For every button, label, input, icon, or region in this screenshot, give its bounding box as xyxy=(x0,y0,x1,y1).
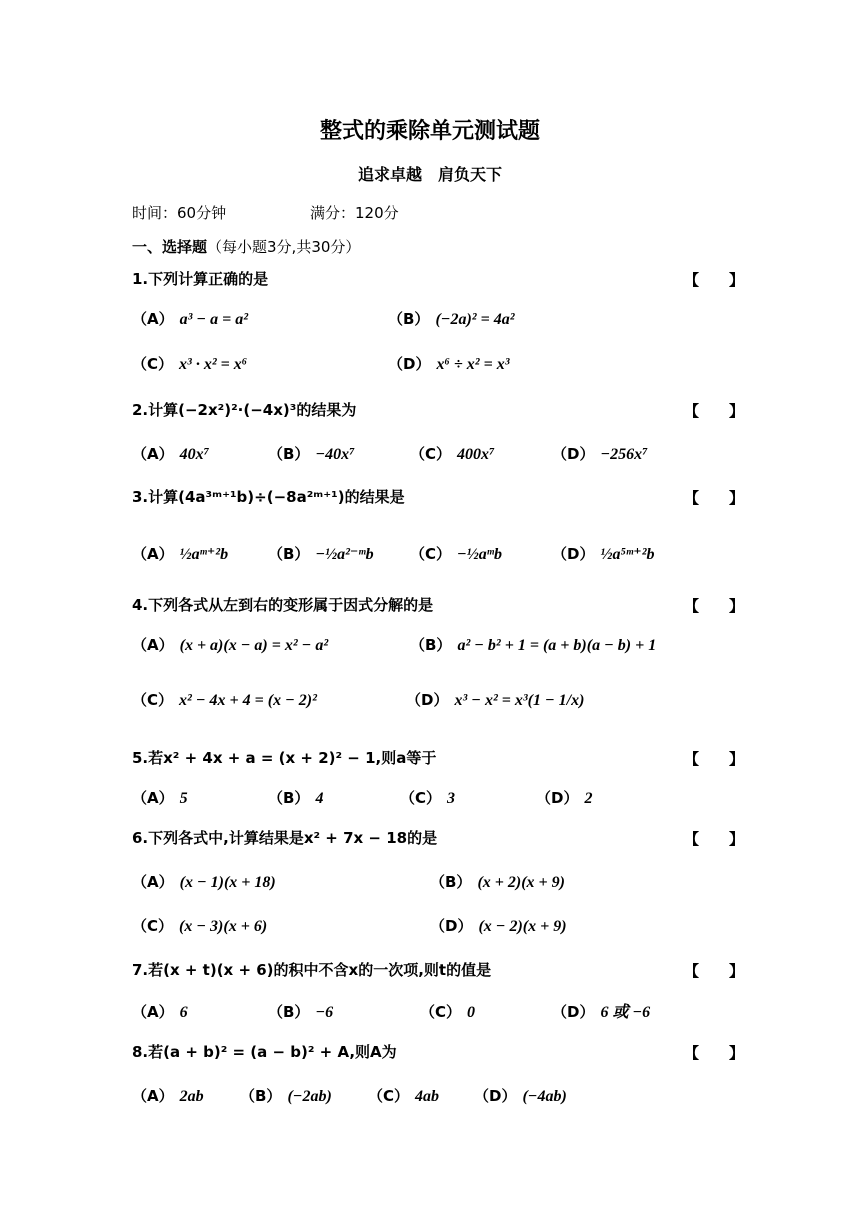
option-d: （D） (x − 2)(x + 9) xyxy=(430,917,567,935)
question-stem: 7.若(x + t)(x + 6)的积中不含x的一次项,则t的值是 xyxy=(132,961,492,979)
option-d: （D） 2 xyxy=(536,789,593,807)
answer-bracket: 【 】 xyxy=(684,271,745,289)
full-score: 满分：120分 xyxy=(310,204,399,222)
option-expr: a³ − a = a² xyxy=(179,311,249,328)
option-expr: x³ · x² = x⁶ xyxy=(179,356,248,373)
option-expr: (−2a)² = 4a² xyxy=(435,311,515,328)
section-heading xyxy=(132,236,360,257)
option-d: （D） x⁶ ÷ x² = x³ xyxy=(388,355,510,373)
option-b: （B） −40x⁷ xyxy=(268,445,355,463)
option-b: （B） (x + 2)(x + 9) xyxy=(430,873,565,891)
question-stem: 5.若x² + 4x + a = (x + 2)² − 1,则a等于 xyxy=(132,749,437,767)
section-title: 一、选择题 xyxy=(132,238,208,256)
question-4 xyxy=(132,593,433,617)
option-c: （C） x³ · x² = x⁶ xyxy=(132,355,248,373)
option-c: （C） 0 xyxy=(420,1003,476,1021)
answer-bracket: 【 】 xyxy=(684,489,745,507)
page-subtitle: 追求卓越 肩负天下 xyxy=(357,165,502,184)
option-d: （D） −256x⁷ xyxy=(552,445,648,463)
option-b: （B） −½a²⁻ᵐb xyxy=(268,545,374,563)
answer-bracket: 【 】 xyxy=(684,962,745,980)
option-a: （A） 2ab xyxy=(132,1087,204,1105)
answer-bracket: 【 】 xyxy=(684,402,745,420)
question-stem: 6.下列各式中,计算结果是x² + 7x − 18的是 xyxy=(132,829,438,847)
question-7 xyxy=(132,958,491,982)
question-2 xyxy=(132,398,356,422)
question-stem: 8.若(a + b)² = (a − b)² + A,则A为 xyxy=(132,1043,397,1061)
option-c: （C） x² − 4x + 4 = (x − 2)² xyxy=(132,691,317,709)
answer-bracket: 【 】 xyxy=(684,750,745,768)
answer-bracket: 【 】 xyxy=(684,830,745,848)
question-8 xyxy=(132,1040,397,1064)
option-a: （A） 5 xyxy=(132,789,188,807)
question-stem: 1.下列计算正确的是 xyxy=(132,270,269,288)
page-title: 整式的乘除单元测试题 xyxy=(319,119,540,144)
option-b: （B） (−2a)² = 4a² xyxy=(388,310,515,328)
time-limit: 时间：60分钟 xyxy=(132,204,227,222)
option-d: （D） x³ − x² = x³(1 − 1/x) xyxy=(406,691,585,709)
option-d: （D） 6 或 −6 xyxy=(552,1003,651,1021)
option-a: （A） 40x⁷ xyxy=(132,445,210,463)
question-3 xyxy=(132,485,405,509)
option-a: （A） a³ − a = a² xyxy=(132,310,249,328)
option-c: （C） 400x⁷ xyxy=(410,445,495,463)
option-c: （C） 4ab xyxy=(368,1087,440,1105)
section-note: （每小题3分,共30分） xyxy=(207,238,361,256)
option-a: （A） 6 xyxy=(132,1003,188,1021)
option-b: （B） −6 xyxy=(268,1003,334,1021)
question-1 xyxy=(132,267,268,291)
question-stem: 2.计算(−2x²)²·(−4x)³的结果为 xyxy=(132,401,357,419)
answer-bracket: 【 】 xyxy=(684,1044,745,1062)
option-c: （C） 3 xyxy=(400,789,456,807)
option-a: （A） ½aᵐ⁺²b xyxy=(132,545,229,563)
option-c: （C） −½aᵐb xyxy=(410,545,502,563)
option-a: （A） (x − 1)(x + 18) xyxy=(132,873,276,891)
option-d: （D） (−4ab) xyxy=(474,1087,567,1105)
answer-bracket: 【 】 xyxy=(684,597,745,615)
question-5 xyxy=(132,746,436,770)
option-expr: x⁶ ÷ x² = x³ xyxy=(436,356,510,373)
option-d: （D） ½a⁵ᵐ⁺²b xyxy=(552,545,655,563)
option-c: （C） (x − 3)(x + 6) xyxy=(132,917,268,935)
question-stem: 4.下列各式从左到右的变形属于因式分解的是 xyxy=(132,596,434,614)
question-6 xyxy=(132,826,437,850)
option-b: （B） a² − b² + 1 = (a + b)(a − b) + 1 xyxy=(410,636,657,654)
option-b: （B） 4 xyxy=(268,789,324,807)
option-a: （A） (x + a)(x − a) = x² − a² xyxy=(132,636,329,654)
option-b: （B） (−2ab) xyxy=(240,1087,332,1105)
question-stem: 3.计算(4a³ᵐ⁺¹b)÷(−8a²ᵐ⁺¹)的结果是 xyxy=(132,488,405,506)
